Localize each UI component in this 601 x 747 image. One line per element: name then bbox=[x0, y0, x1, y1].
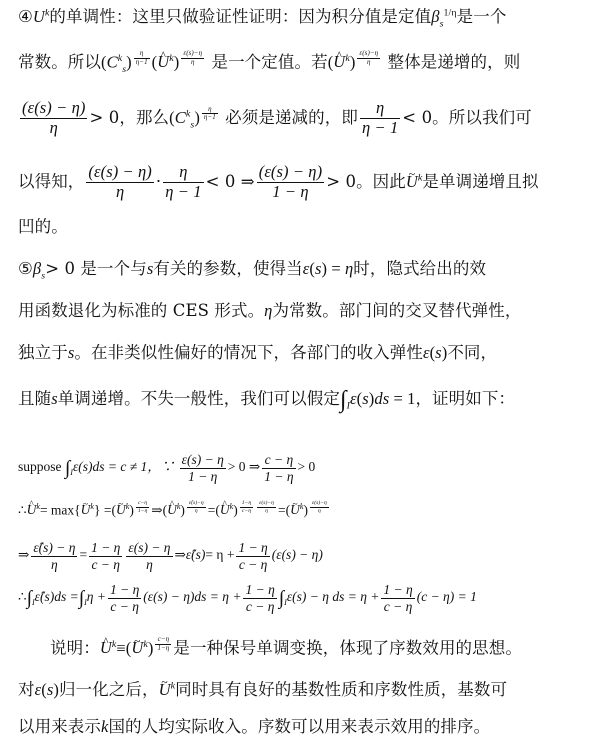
equation-2: ∴^ $U^k=$ max{~ $U^k$} =(~ $U^k$) $^{\frac{c-\eta}{1-\eta}}$ ⇒(^ $U^k$) $^{\frac{\varepsilon̂(s)-\eta}{\eta}}$ =(^ $U^k$) $^{\frac{1-\eta}{c-\eta} \frac{\varepsilon(s)-\eta}{\eta}}$ =(~ $U^k$) $^{\frac{\varepsilon(s)-\eta}{\eta}}$ bbox=[18, 500, 597, 520]
para5-line4: 且随s单调递增。不失一般性，我们可以假定$\int_I\varepsilon(s)ds = 1$，证明如下： bbox=[18, 387, 516, 413]
equation-4: $\therefore\int_I\varepsilon̂(s)ds =\int_I\eta$ + $\frac{1 - \eta}{c - \eta}$ (ε(s) − η)ds = η + $\frac{1 - \eta}{c - \eta}$ $\int_I\varepsilon(s) - \eta$ ds = η + $\frac{1 - \eta}{c - \eta}$ (c − η) = 1 bbox=[18, 582, 477, 614]
para4-line3: $\frac{(\varepsilon(s) - \eta)}{\eta}$ > 0，那么$(C^k_s)$ $^{\frac{\eta}{\eta-1}}$ 必须是递减的，即 $\frac{\eta}{\eta - 1}$ < 0。所以我们可 bbox=[22, 98, 532, 137]
para5-line3: 独立于s。在非类似性偏好的情况下，各部门的收入弹性ε(s)不同， bbox=[18, 343, 498, 362]
equation-3: ⇒ $\frac{\varepsilon̂(s) - \eta}{\eta}$ = $\frac{1 - \eta}{c - \eta}$ $\frac{\varepsilon(s) - \eta}{\eta}$ ⇒ε̂(s)= η + $\frac{1 - \eta}{c - \eta}$ (ε(s) − η) bbox=[18, 540, 323, 572]
para5-line2: 用函数退化为标准的 CES 形式。η为常数。部门间的交叉替代弹性， bbox=[18, 301, 522, 320]
item-number: ⑤ bbox=[18, 259, 33, 278]
para4-line5: 凹的。 bbox=[18, 217, 68, 236]
para5-line1: $⑤\beta_s> 0$ 是一个与s有关的参数，使得当ε(s) = η时，隐式给出的效 bbox=[18, 259, 487, 282]
item-number: ④ bbox=[18, 7, 33, 26]
para4-line1: $④U^k$的单调性：这里只做验证性证明：因为积分值是定值$\beta_s^{1/\eta}$是一个 bbox=[18, 7, 507, 30]
para4-line2: 常数。所以$(C^k_s)$ $^{\frac{\eta}{\eta-1}}$ (^ $U^k$) $^{\frac{\varepsilon(s)-\eta}{\eta}}$ 是一个定值。若(^ $U^k$) $^{\frac{\varepsilon(s)-\eta}{\eta}}$ 整体是递增的，则 bbox=[18, 50, 595, 73]
note-line1: 说明：^ $U^k\equiv(\sim$ $U^k$) $^{\frac{c-\eta}{1-\eta}}$ 是一种保号单调变换，体现了序数效用的思想。 bbox=[50, 636, 595, 659]
equation-1: suppose $\int_I\varepsilon(s)ds = c \ne 1$，∵ $\frac{\varepsilon(s) - \eta}{1 - \eta}$ > 0 ⇒ $\frac{c - \eta}{1 - \eta}$ > 0 bbox=[18, 452, 316, 484]
para4-line4: 以得知， $\frac{(\varepsilon(s) - \eta)}{\eta}$ · $\frac{\eta}{\eta - 1}$ < 0 ⇒ $\frac{(\varepsilon(s) - \eta)}{1 - \eta}$ > 0。因此~ $U^k$是单调递增且拟 bbox=[18, 163, 595, 202]
note-line3: 以用来表示k国的人均实际收入。序数可以用来表示效用的排序。 bbox=[18, 717, 491, 736]
note-line2: 对ε(s)归一化之后，~ $U^k$同时具有良好的基数性质和序数性质，基数可 bbox=[18, 679, 595, 701]
